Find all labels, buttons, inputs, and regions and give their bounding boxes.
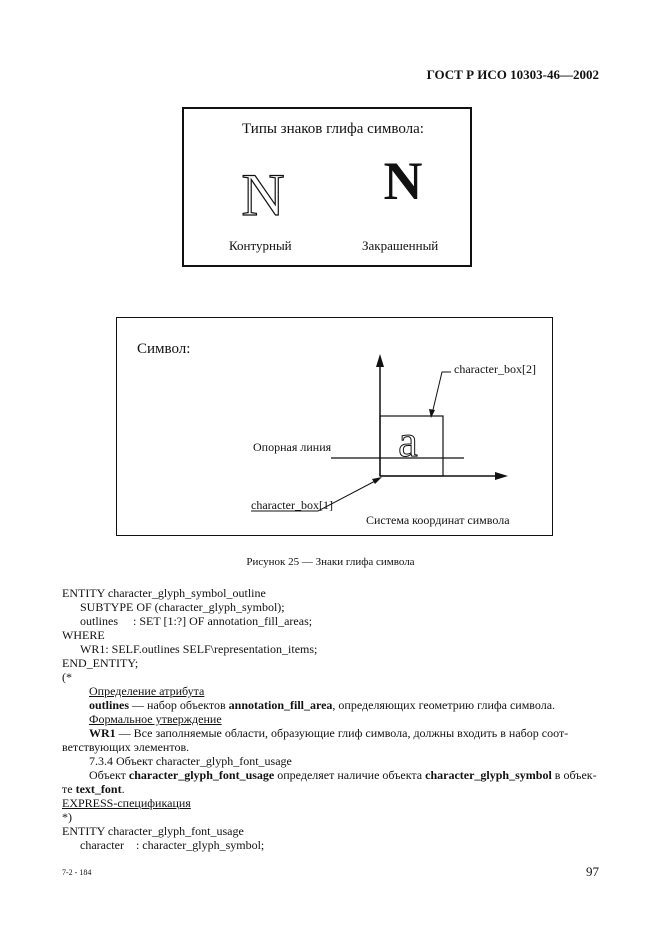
subtype-line: SUBTYPE OF (character_glyph_symbol); xyxy=(80,600,285,614)
glyph-types-title: Типы знаков глифа символа: xyxy=(242,121,424,137)
y-axis-arrow xyxy=(376,354,384,367)
attribute-heading: Определение атрибута xyxy=(89,684,205,698)
box1-leader-arrow xyxy=(372,477,382,484)
wr1-definition xyxy=(89,726,568,740)
filled-glyph: N xyxy=(383,151,423,211)
wr1-line: WR1: SELF.outlines SELF\representation_items; xyxy=(80,642,318,656)
glyph-a: a xyxy=(398,417,418,466)
wr1-text-a: — Все заполняемые области, образующие глиф символа, должны входить в набор соот- xyxy=(115,726,569,740)
outlines-definition xyxy=(89,698,555,712)
usage-term1: character_glyph_font_usage xyxy=(128,768,275,782)
usage-text-b1: те xyxy=(62,782,76,796)
x-axis-arrow xyxy=(495,472,508,480)
outlines-text2: , определяющих геометрию глифа символа. xyxy=(332,698,556,712)
usage-text-a3: в объек- xyxy=(551,768,597,782)
baseline-label: Опорная линия xyxy=(253,440,332,454)
outlines-line: outlines : SET [1:?] OF annotation_fill_areas; xyxy=(80,614,313,628)
entity-line: ENTITY character_glyph_symbol_outline xyxy=(62,586,266,600)
document-header: ГОСТ Р ИСО 10303-46—2002 xyxy=(426,67,599,82)
section-heading: 7.3.4 Объект character_glyph_font_usage xyxy=(89,754,292,768)
figure-caption: Рисунок 25 — Знаки глифа символа xyxy=(246,556,415,568)
where-line: WHERE xyxy=(62,628,105,642)
wr1-text-b: ветствующих элементов. xyxy=(62,740,190,754)
box1-label: character_box[1] xyxy=(251,498,333,512)
usage-paragraph-a xyxy=(89,768,597,782)
comment-close: *) xyxy=(62,810,72,824)
usage-text-a2: определяет наличие объекта xyxy=(274,768,426,782)
outlines-text1: — набор объектов xyxy=(129,698,229,712)
coordinate-diagram xyxy=(117,318,551,534)
outlines-term2: annotation_fill_area xyxy=(228,698,333,712)
wr1-term: WR1 xyxy=(89,726,116,740)
outline-label: Контурный xyxy=(229,238,292,253)
usage-text-b2: . xyxy=(121,782,125,796)
outlines-term: outlines xyxy=(89,698,130,712)
outline-glyph: N xyxy=(241,162,285,228)
express-heading: EXPRESS-спецификация xyxy=(62,796,191,810)
usage-term2: character_glyph_symbol xyxy=(425,768,552,782)
comment-open: (* xyxy=(62,670,72,684)
print-code: 7-2 - 184 xyxy=(62,868,92,877)
usage-term3: text_font xyxy=(75,782,122,796)
usage-paragraph-b xyxy=(62,782,125,796)
end-entity-line: END_ENTITY; xyxy=(62,656,139,670)
box2-leader-arrow xyxy=(429,409,435,418)
box2-label: character_box[2] xyxy=(454,362,536,376)
usage-text-a1: Объект xyxy=(89,768,129,782)
formal-heading: Формальное утверждение xyxy=(89,712,222,726)
entity-line-2: ENTITY character_glyph_font_usage xyxy=(62,824,244,838)
page-number: 97 xyxy=(586,864,599,879)
glyph-types-figure xyxy=(182,107,472,267)
filled-label: Закрашенный xyxy=(362,238,439,253)
symbol-label: Символ: xyxy=(137,341,191,357)
character-line: character : character_glyph_symbol; xyxy=(80,838,265,852)
coord-system-label: Система координат символа xyxy=(366,513,510,527)
glyph-coordinates-figure xyxy=(116,317,553,536)
box2-leader xyxy=(432,372,451,414)
